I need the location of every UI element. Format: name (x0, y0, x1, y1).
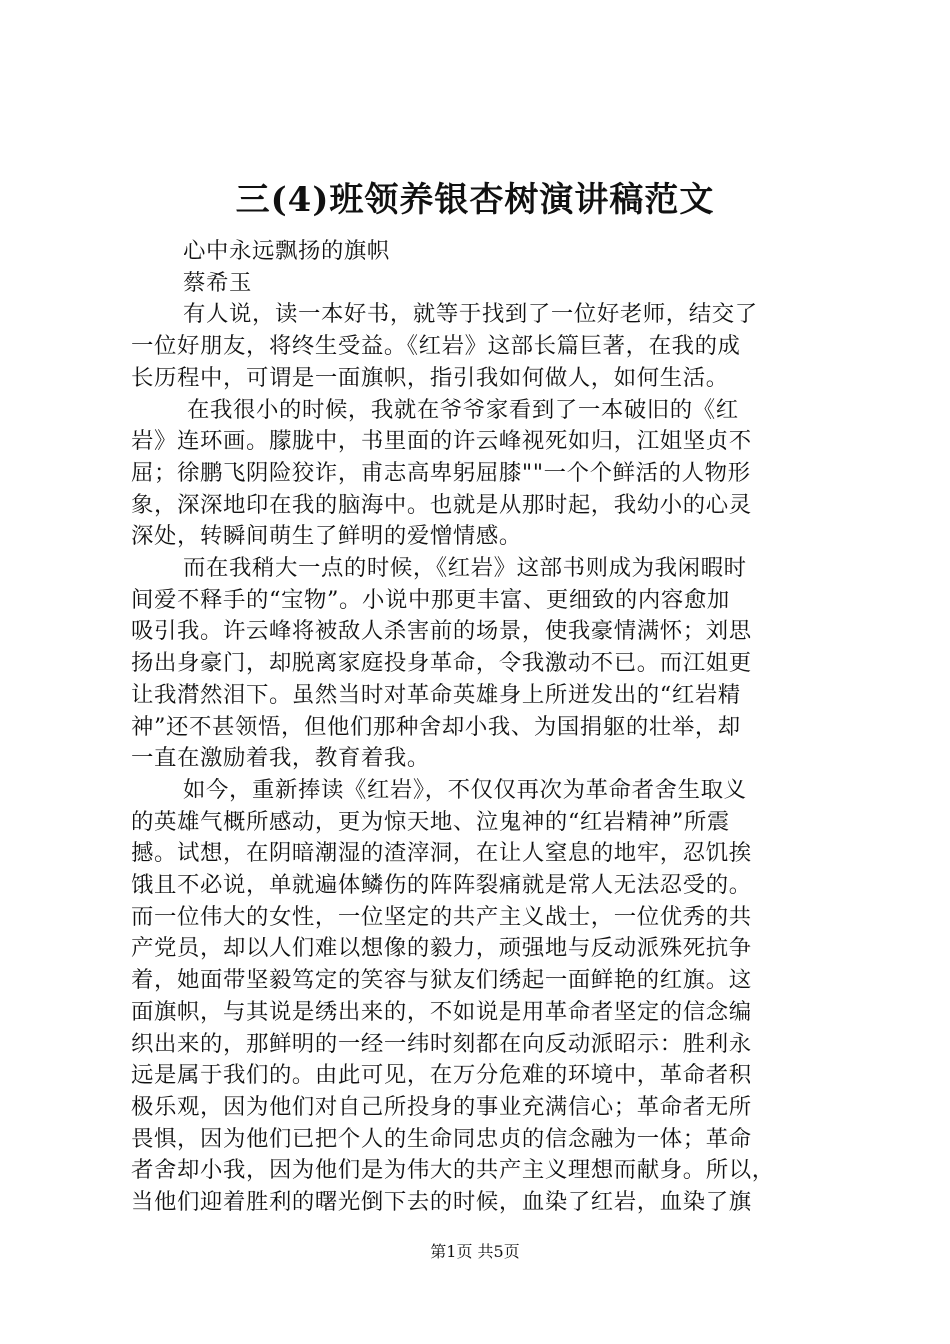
subtitle-line: 心中永远飘扬的旗帜 (183, 238, 390, 264)
paragraph-line: 产党员，却以人们难以想像的毅力，顽强地与反动派殊死抗争 (131, 935, 752, 962)
paragraph-line: 饿且不必说，单就遍体鳞伤的阵阵裂痛就是常人无法忍受的。 (131, 872, 752, 899)
paragraph-line: 面旗帜，与其说是绣出来的，不如说是用革命者坚定的信念编 (131, 998, 752, 1025)
document-body (131, 236, 831, 1219)
page-footer: 第1页 共5页 (430, 1242, 520, 1261)
paragraph-line: 扬出身豪门，却脱离家庭投身革命，令我激动不已。而江姐更 (131, 650, 752, 677)
paragraph-line: 当他们迎着胜利的曙光倒下去的时候，血染了红岩，血染了旗 (131, 1189, 752, 1216)
paragraph-line: 长历程中，可谓是一面旗帜，指引我如何做人，如何生活。 (131, 364, 729, 391)
paragraph-line: 畏惧，因为他们已把个人的生命同忠贞的信念融为一体；革命 (131, 1125, 752, 1152)
document-title: 三(4)班领养银杏树演讲稿范文 (235, 180, 715, 220)
paragraph-line: 着，她面带坚毅笃定的笑容与狱友们绣起一面鲜艳的红旗。这 (131, 967, 752, 994)
paragraph-line: 在我很小的时候，我就在爷爷家看到了一本破旧的《红 (187, 396, 739, 423)
paragraph-line: 吸引我。许云峰将被敌人杀害前的场景，使我豪情满怀；刘思 (131, 618, 752, 645)
paragraph-line: 者舍却小我，因为他们是为伟大的共产主义理想而献身。所以， (131, 1157, 775, 1184)
paragraph-line: 岩》连环画。朦胧中，书里面的许云峰视死如归，江姐坚贞不 (131, 428, 752, 455)
paragraph-line: 一直在激励着我，教育着我。 (131, 745, 430, 772)
paragraph-line: 而在我稍大一点的时候，《红岩》这部书则成为我闲暇时 (183, 555, 747, 582)
paragraph-line: 间爱不释手的“宝物”。小说中那更丰富、更细致的内容愈加 (131, 586, 730, 613)
paragraph-line: 远是属于我们的。由此可见，在万分危难的环境中，革命者积 (131, 1062, 752, 1089)
paragraph-line: 如今，重新捧读《红岩》，不仅仅再次为革命者舍生取义 (183, 776, 747, 803)
paragraph-line: 撼。试想，在阴暗潮湿的渣滓洞，在让人窒息的地牢，忍饥挨 (131, 840, 752, 867)
paragraph-line: 让我潸然泪下。虽然当时对革命英雄身上所迸发出的“红岩精 (131, 681, 741, 708)
paragraph-line: 的英雄气概所感动，更为惊天地、泣鬼神的“红岩精神”所震 (131, 808, 730, 835)
paragraph-line: 有人说，读一本好书，就等于找到了一位好老师，结交了 (183, 301, 758, 328)
paragraph-line: 深处，转瞬间萌生了鲜明的爱憎情感。 (131, 523, 522, 550)
paragraph-line: 屈；徐鹏飞阴险狡诈，甫志高卑躬屈膝""一个个鲜活的人物形 (131, 459, 751, 486)
paragraph-line: 而一位伟大的女性，一位坚定的共产主义战士，一位优秀的共 (131, 903, 752, 930)
paragraph-line: 织出来的，那鲜明的一经一纬时刻都在向反动派昭示：胜利永 (131, 1030, 752, 1057)
paragraph-line: 象，深深地印在我的脑海中。也就是从那时起，我幼小的心灵 (131, 491, 752, 518)
author-line: 蔡希玉 (183, 269, 252, 296)
paragraph-line: 极乐观，因为他们对自己所投身的事业充满信心；革命者无所 (131, 1093, 752, 1120)
paragraph-line: 神”还不甚领悟，但他们那种舍却小我、为国捐躯的壮举，却 (131, 713, 741, 740)
paragraph-line: 一位好朋友，将终生受益。《红岩》这部长篇巨著，在我的成 (131, 333, 741, 360)
